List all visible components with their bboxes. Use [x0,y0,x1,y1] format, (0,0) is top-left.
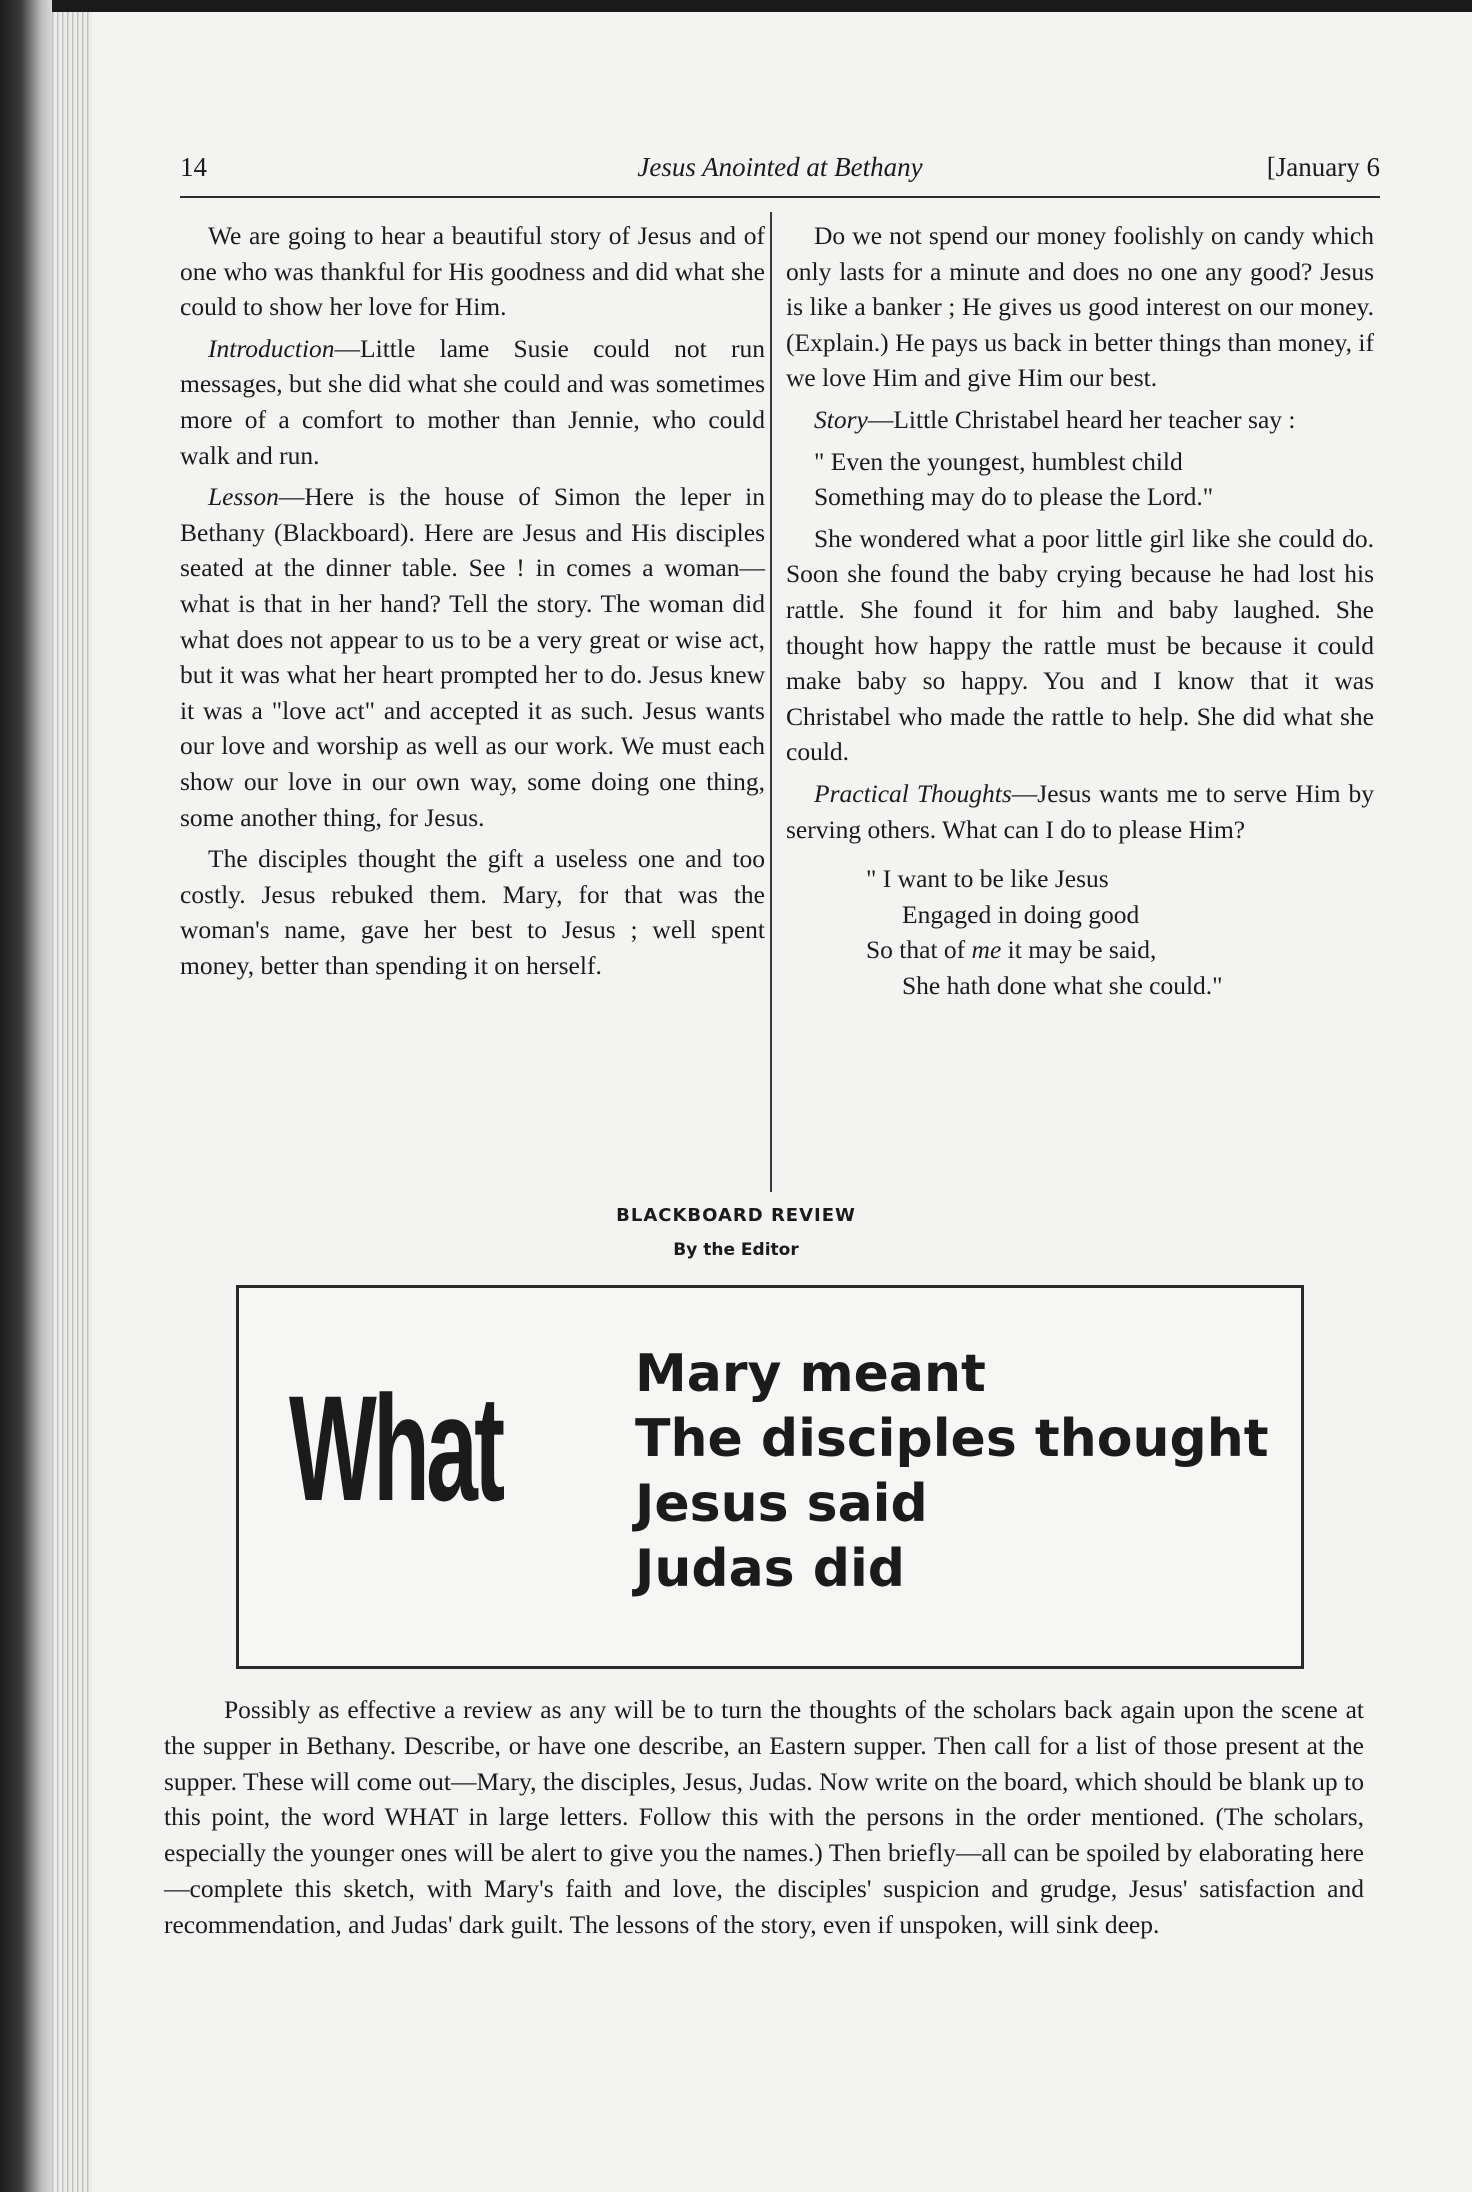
lesson-label: Lesson [208,482,279,512]
header-date: [January 6 [1266,152,1380,182]
opening-paragraph: We are going to hear a beautiful story of Jesus and of one who was thankful for His goodness and did what she could to show her love for Him. [180,221,765,322]
christabel-paragraph: She wondered what a poor little girl like she could do. Soon she found the baby crying because he had lost his rattle. She found it for him and baby laughed. She thought how happy the rattle must be because it could make baby so happy. You and I know that it was Christabel who made the rattle to help. She did what she could. [786,523,1374,767]
lesson-text: —Here is the house of Simon the leper in Bethany (Blackboard). Here are Jesus and His disciples seated at the dinner table. See ! in comes a woman—what is that in her hand? Tell the story. The woman did what does not appear to us to be a very great or wise act, but it was what her heart prompted her to do. Jesus knew it was a "love act" and accepted it as such. Jesus wants our love and worship as well as our work. We must each show our love in our own way, some doing one thing, some another thing, for Jesus. [180,482,765,832]
practical-thoughts-label: Practical Thoughts [814,778,1012,808]
page-number: 14 [180,152,207,182]
poem-emphasis: me [971,935,1002,965]
introduction-paragraph [180,331,765,473]
practical-thoughts-text: —Jesus wants me to serve Him by serving others. What can I do to please Him? [786,778,1374,844]
poem-line: " I want to be like Jesus [866,864,1109,894]
review-byline: By the Editor [673,1240,799,1260]
review-explanation: Possibly as effective a review as any will be to turn the thoughts of the scholars back again upon the scene at the supper in Bethany. Describe, or have one describe, an Eastern supper. Then call for a list of those present at the supper. These will come out—Mary, the disciples, Jesus, Judas. Now write on the board, which should be blank up to this point, the word WHAT in large letters. Follow this with the persons in the order mentioned. (The scholars, especially the younger ones will be alert to give you the names.) Then briefly—all can be spoiled by elaborating here—complete this sketch, with Mary's faith and love, the disciples' suspicion and grudge, Jesus' satisfaction and recommendation, and Judas' dark guilt. The lessons of the story, even if unspoken, will sink deep. [164,1695,1364,1939]
poem-line: Engaged in doing good [902,899,1140,929]
introduction-text: —Little lame Susie could not run messages, but she did what she could and was sometimes more of a comfort to mother than Jennie, who could walk and run. [180,333,765,470]
poem-text: it may be said, [1001,935,1157,965]
story-text: —Little Christabel heard her teacher say : [867,404,1296,434]
board-line: Jesus said [635,1474,928,1534]
scan-border-left [0,0,52,2192]
introduction-label: Introduction [208,333,335,363]
column-divider [770,212,772,1192]
poem-line: She hath done what she could." [902,970,1223,1000]
story-label: Story [814,404,868,434]
board-lines [635,1342,1269,1602]
verse-line: Something may do to please the Lord." [814,482,1214,512]
verse-quote [814,444,1374,515]
board-word: What [289,1364,502,1532]
blackboard-sketch [236,1285,1304,1669]
story-paragraph [786,402,1374,438]
poem-text: So that of [866,935,972,965]
running-title: Jesus Anointed at Bethany [637,152,923,182]
board-line: Mary meant [635,1344,986,1404]
page-stack-edge [52,12,92,2192]
poem-line [866,932,1374,968]
running-header [180,152,1380,198]
verse-line: " Even the youngest, humblest child [814,446,1183,476]
left-column [180,218,765,983]
disciples-paragraph: The disciples thought the gift a useless one and too costly. Jesus rebuked them. Mary, for that was the woman's name, gave her best to Jesus ; well spent money, better than spending it on herself. [180,844,765,980]
board-line: Judas did [635,1539,906,1599]
right-column [786,218,1374,1003]
review-heading: BLACKBOARD REVIEW [616,1205,856,1226]
board-line: The disciples thought [635,1409,1269,1469]
closing-poem [866,861,1374,1003]
lesson-paragraph [180,479,765,835]
money-paragraph: Do we not spend our money foolishly on candy which only lasts for a minute and does no one any good? Jesus is like a banker ; He gives us good interest on our money. (Explain.) He pays us back in better things than money, if we love Him and give Him our best. [786,221,1374,393]
practical-thoughts-paragraph [786,776,1374,847]
